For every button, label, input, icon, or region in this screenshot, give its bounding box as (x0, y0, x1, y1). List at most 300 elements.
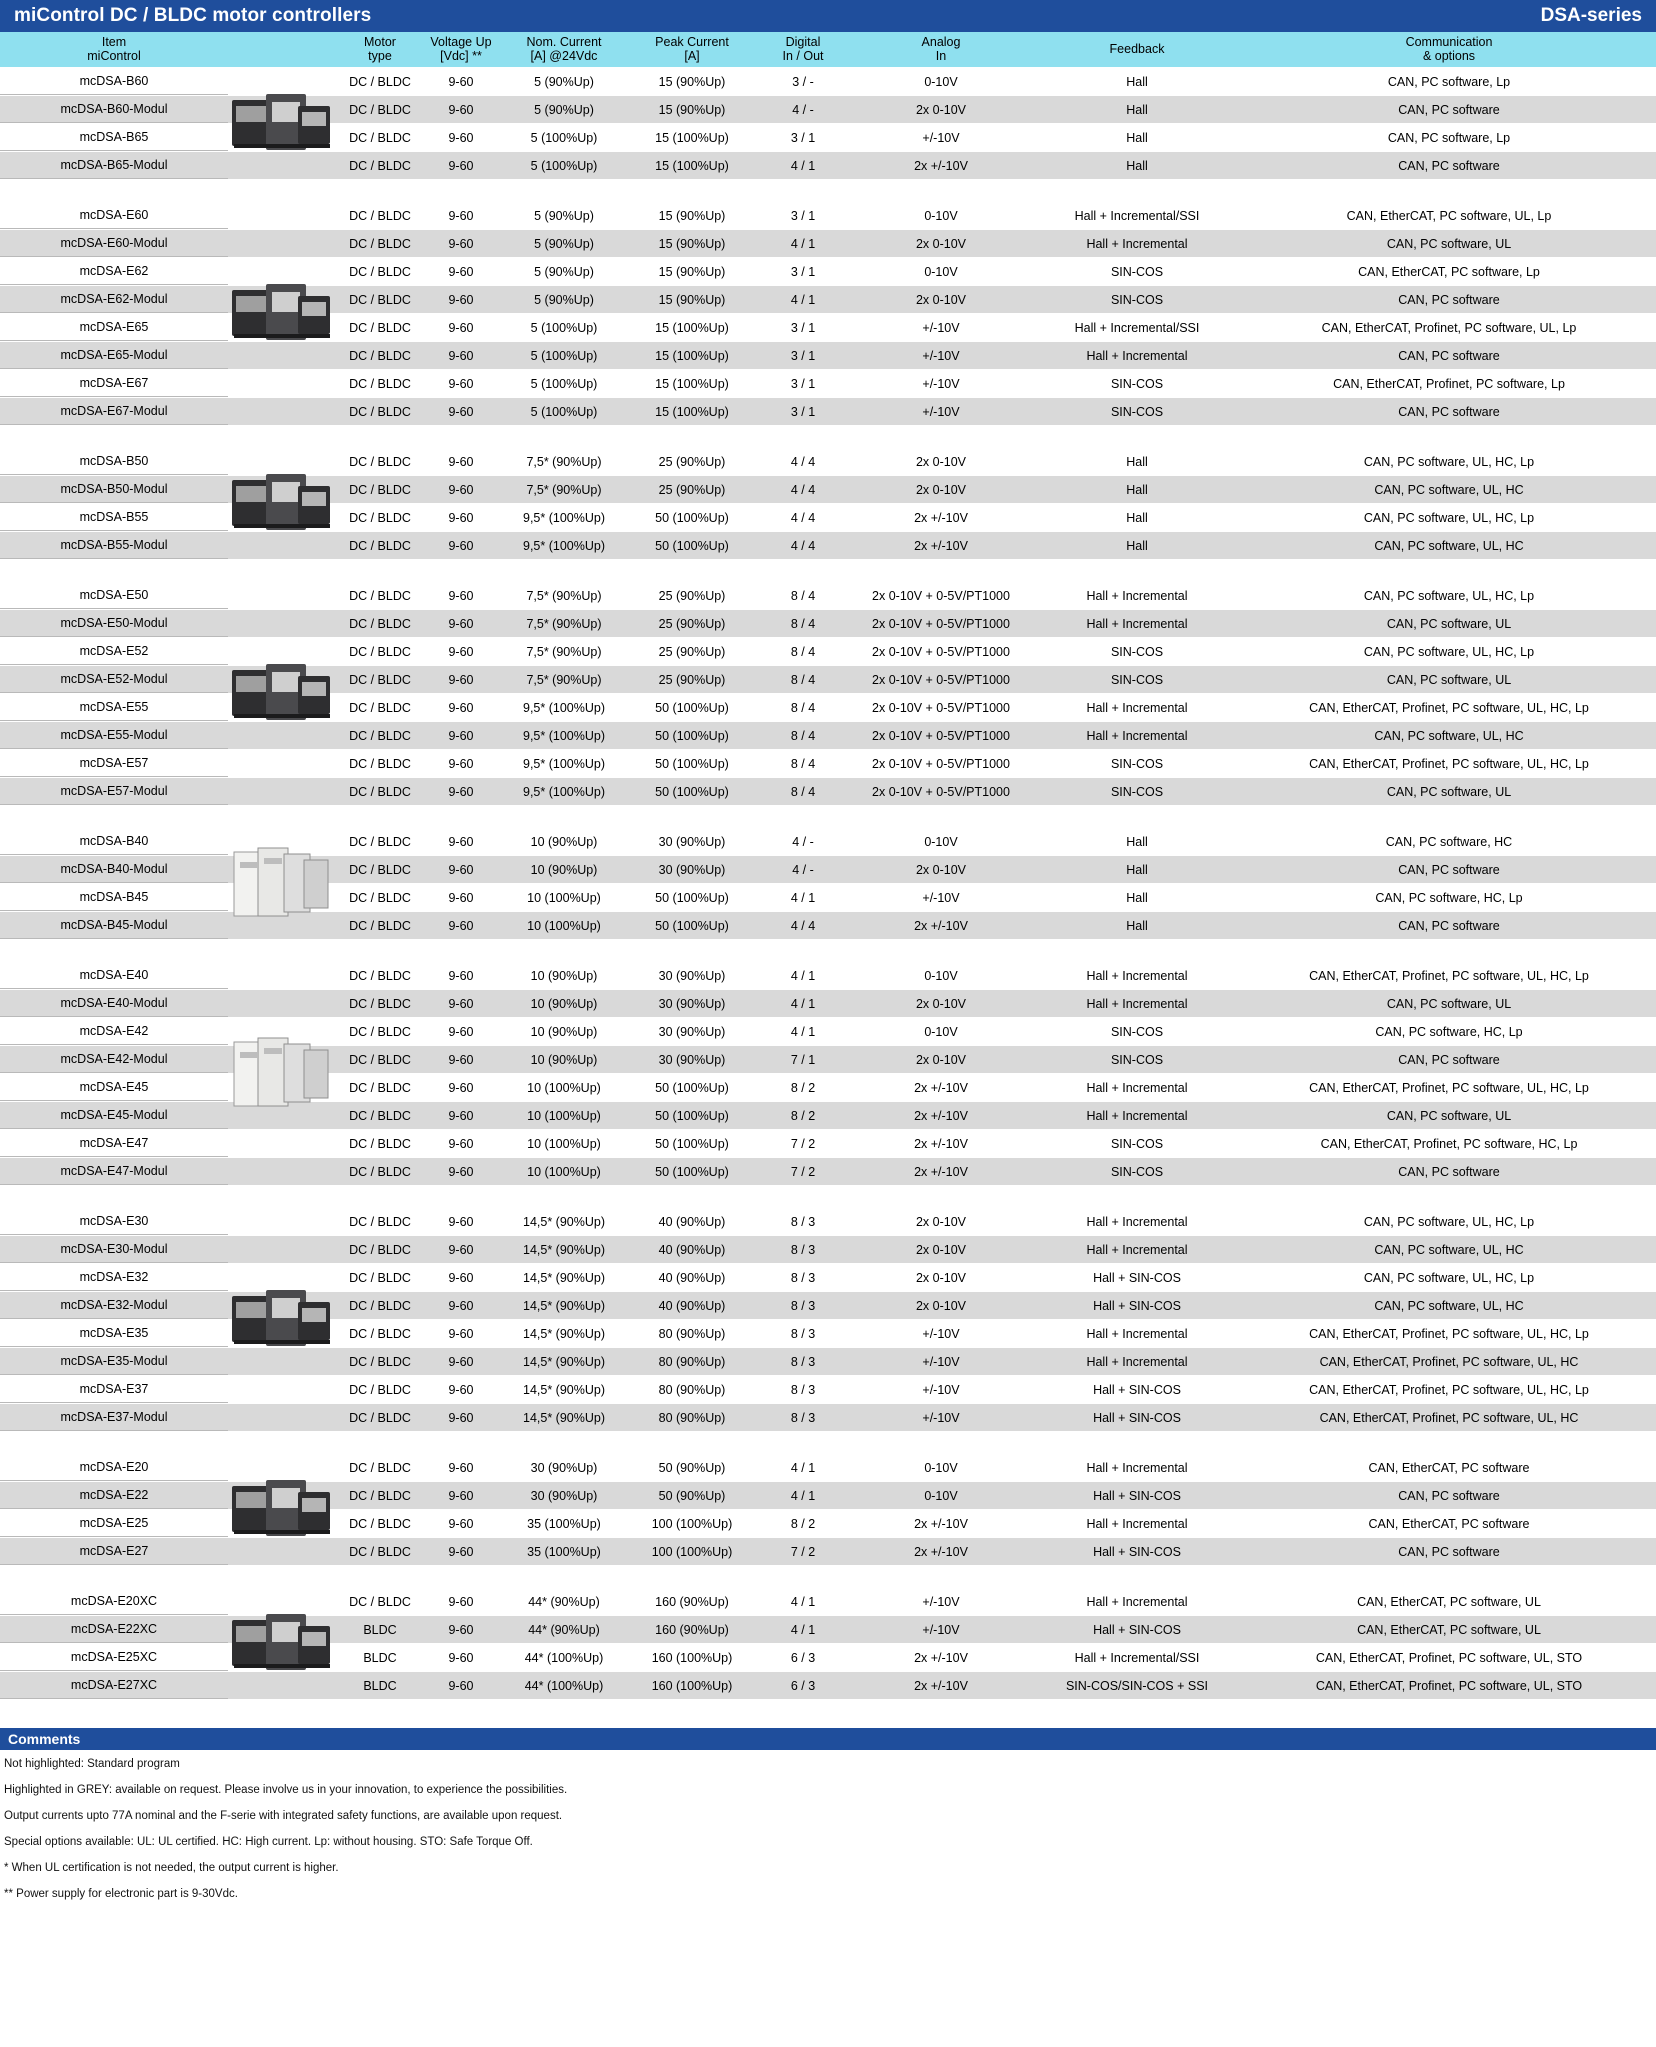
cell-communication: CAN, EtherCAT, Profinet, PC software, UL, HC, Lp (1309, 1326, 1589, 1341)
cell-item: mcDSA-E47 (0, 1130, 228, 1157)
cell-feedback: Hall + SIN-COS (1093, 1622, 1181, 1637)
cell-voltage: 9-60 (448, 1136, 474, 1151)
page-title: miControl DC / BLDC motor controllers (14, 5, 372, 26)
cell-analog-in: 2x +/-10V (914, 1650, 968, 1665)
cell-peak-current: 80 (90%Up) (658, 1354, 726, 1369)
cell-feedback: Hall + Incremental (1086, 1326, 1188, 1341)
cell-communication: CAN, PC software (1398, 292, 1500, 307)
table-row[interactable] (0, 1158, 1656, 1186)
cell-product-image (228, 610, 338, 637)
cell-nominal-current: 5 (90%Up) (534, 264, 594, 279)
cell-motor-type: DC / BLDC (349, 756, 411, 771)
cell-feedback: Hall (1126, 834, 1148, 849)
cell-analog-in: 2x 0-10V (915, 454, 967, 469)
cell-peak-current: 30 (90%Up) (658, 862, 726, 877)
cell-feedback: SIN-COS (1110, 1052, 1164, 1067)
cell-item: mcDSA-E37-Modul (0, 1404, 228, 1431)
cell-motor-type: DC / BLDC (349, 968, 411, 983)
cell-peak-current: 80 (90%Up) (658, 1410, 726, 1425)
group-spacer (0, 1700, 1656, 1722)
cell-peak-current: 15 (100%Up) (655, 376, 729, 391)
cell-nominal-current: 10 (100%Up) (527, 1108, 601, 1123)
cell-feedback: Hall (1126, 890, 1148, 905)
cell-analog-in: 0-10V (924, 968, 958, 983)
group-spacer (0, 1186, 1656, 1208)
cell-product-image (228, 1376, 338, 1403)
cell-nominal-current: 30 (90%Up) (530, 1460, 598, 1475)
column-header-peak-current (628, 32, 756, 67)
table-row[interactable] (0, 152, 1656, 180)
cell-feedback: SIN-COS/SIN-COS + SSI (1065, 1678, 1209, 1693)
table-row[interactable] (0, 1454, 1656, 1482)
column-header-nom-line2: [A] @24Vdc (530, 49, 598, 63)
table-row[interactable] (0, 778, 1656, 806)
cell-feedback: Hall + Incremental (1086, 1108, 1188, 1123)
cell-nominal-current: 14,5* (90%Up) (523, 1242, 605, 1257)
cell-item: mcDSA-E50-Modul (0, 610, 228, 637)
cell-communication: CAN, PC software (1398, 404, 1500, 419)
product-group (0, 1208, 1656, 1432)
cell-feedback: Hall (1126, 482, 1148, 497)
cell-product-image (228, 230, 338, 257)
cell-product-image (228, 1538, 338, 1565)
cell-digital-io: 3 / 1 (790, 376, 816, 391)
cell-peak-current: 15 (100%Up) (655, 348, 729, 363)
cell-communication: CAN, PC software, UL (1386, 236, 1512, 251)
cell-item: mcDSA-E52 (0, 638, 228, 665)
column-header-voltage-line1: Voltage Up (430, 35, 492, 49)
cell-motor-type: DC / BLDC (349, 890, 411, 905)
table-row[interactable] (0, 202, 1656, 230)
cell-voltage: 9-60 (448, 404, 474, 419)
table-row[interactable] (0, 1376, 1656, 1404)
cell-feedback: SIN-COS (1110, 644, 1164, 659)
table-row[interactable] (0, 1588, 1656, 1616)
cell-item: mcDSA-E57-Modul (0, 778, 228, 805)
cell-digital-io: 4 / - (792, 862, 814, 877)
cell-product-image (228, 778, 338, 805)
cell-peak-current: 50 (100%Up) (655, 1136, 729, 1151)
cell-item: mcDSA-B60 (0, 68, 228, 95)
cell-peak-current: 25 (90%Up) (658, 672, 726, 687)
table-row[interactable] (0, 828, 1656, 856)
cell-peak-current: 15 (90%Up) (658, 292, 726, 307)
cell-voltage: 9-60 (448, 834, 474, 849)
cell-peak-current: 25 (90%Up) (658, 454, 726, 469)
table-row[interactable] (0, 1644, 1656, 1672)
cell-motor-type: DC / BLDC (349, 264, 411, 279)
cell-voltage: 9-60 (448, 1164, 474, 1179)
cell-feedback: SIN-COS (1110, 756, 1164, 771)
cell-analog-in: 0-10V (924, 208, 958, 223)
table-row[interactable] (0, 286, 1656, 314)
table-row[interactable] (0, 1348, 1656, 1376)
cell-voltage: 9-60 (448, 236, 474, 251)
cell-motor-type: DC / BLDC (349, 862, 411, 877)
cell-nominal-current: 9,5* (100%Up) (523, 728, 605, 743)
cell-motor-type: DC / BLDC (349, 1298, 411, 1313)
cell-motor-type: DC / BLDC (349, 1594, 411, 1609)
table-row[interactable] (0, 124, 1656, 152)
table-row[interactable] (0, 1236, 1656, 1264)
cell-digital-io: 6 / 3 (790, 1650, 816, 1665)
cell-communication: CAN, EtherCAT, Profinet, PC software, UL, STO (1315, 1678, 1583, 1693)
table-row[interactable] (0, 1320, 1656, 1348)
cell-peak-current: 15 (90%Up) (658, 74, 726, 89)
cell-peak-current: 25 (90%Up) (658, 588, 726, 603)
table-row[interactable] (0, 1264, 1656, 1292)
column-header-nom-line1: Nom. Current (526, 35, 602, 49)
table-row[interactable] (0, 1482, 1656, 1510)
cell-communication: CAN, EtherCAT, Profinet, PC software, Lp (1333, 376, 1565, 391)
cell-peak-current: 50 (100%Up) (655, 918, 729, 933)
table-row[interactable] (0, 1208, 1656, 1236)
cell-feedback: Hall + Incremental (1086, 1080, 1188, 1095)
cell-item: mcDSA-E60-Modul (0, 230, 228, 257)
cell-nominal-current: 10 (100%Up) (527, 890, 601, 905)
table-row[interactable] (0, 1672, 1656, 1700)
cell-digital-io: 8 / 3 (790, 1242, 816, 1257)
cell-nominal-current: 44* (100%Up) (524, 1650, 604, 1665)
cell-feedback: Hall (1126, 510, 1148, 525)
table-row[interactable] (0, 342, 1656, 370)
table-row[interactable] (0, 750, 1656, 778)
cell-analog-in: 2x 0-10V (915, 996, 967, 1011)
cell-peak-current: 50 (100%Up) (655, 1164, 729, 1179)
cell-item: mcDSA-E32-Modul (0, 1292, 228, 1319)
table-row[interactable] (0, 398, 1656, 426)
cell-product-image (228, 1482, 338, 1509)
cell-motor-type: DC / BLDC (349, 1242, 411, 1257)
cell-communication: CAN, EtherCAT, PC software, UL, Lp (1346, 208, 1552, 223)
cell-product-image (228, 202, 338, 229)
product-table (0, 68, 1656, 1722)
cell-analog-in: 2x 0-10V + 0-5V/PT1000 (872, 588, 1010, 603)
cell-communication: CAN, PC software (1398, 862, 1500, 877)
cell-motor-type: DC / BLDC (349, 1214, 411, 1229)
cell-peak-current: 15 (90%Up) (658, 236, 726, 251)
cell-item: mcDSA-E27XC (0, 1672, 228, 1699)
cell-communication: CAN, PC software, UL, HC (1374, 482, 1524, 497)
cell-nominal-current: 14,5* (90%Up) (523, 1382, 605, 1397)
cell-motor-type: DC / BLDC (349, 1108, 411, 1123)
column-header-nominal-current (500, 32, 628, 67)
cell-digital-io: 8 / 3 (790, 1326, 816, 1341)
table-row[interactable] (0, 912, 1656, 940)
cell-communication: CAN, EtherCAT, Profinet, PC software, UL, STO (1315, 1650, 1583, 1665)
cell-peak-current: 25 (90%Up) (658, 616, 726, 631)
cell-digital-io: 8 / 4 (790, 644, 816, 659)
table-row[interactable] (0, 96, 1656, 124)
product-group (0, 68, 1656, 180)
cell-feedback: SIN-COS (1110, 1164, 1164, 1179)
table-row[interactable] (0, 370, 1656, 398)
table-row[interactable] (0, 68, 1656, 96)
cell-voltage: 9-60 (448, 292, 474, 307)
cell-product-image (228, 884, 338, 911)
cell-voltage: 9-60 (448, 1678, 474, 1693)
cell-analog-in: 2x 0-10V (915, 1214, 967, 1229)
cell-product-image (228, 286, 338, 313)
table-row[interactable] (0, 1510, 1656, 1538)
cell-voltage: 9-60 (448, 756, 474, 771)
comments-body (0, 1750, 1656, 1924)
table-row[interactable] (0, 610, 1656, 638)
cell-digital-io: 8 / 3 (790, 1354, 816, 1369)
column-header-analog-line2: In (935, 49, 947, 63)
cell-feedback: Hall + Incremental (1086, 588, 1188, 603)
cell-item: mcDSA-B50 (0, 448, 228, 475)
column-header-voltage (422, 32, 500, 67)
table-row[interactable] (0, 314, 1656, 342)
cell-digital-io: 8 / 2 (790, 1080, 816, 1095)
cell-peak-current: 160 (90%Up) (655, 1622, 729, 1637)
cell-product-image (228, 638, 338, 665)
cell-nominal-current: 9,5* (100%Up) (523, 700, 605, 715)
cell-item: mcDSA-E60 (0, 202, 228, 229)
cell-communication: CAN, PC software, UL (1386, 784, 1512, 799)
cell-communication: CAN, EtherCAT, Profinet, PC software, UL, HC, Lp (1309, 756, 1589, 771)
table-row[interactable] (0, 884, 1656, 912)
cell-voltage: 9-60 (448, 996, 474, 1011)
cell-digital-io: 8 / 4 (790, 616, 816, 631)
cell-item: mcDSA-E50 (0, 582, 228, 609)
cell-voltage: 9-60 (448, 130, 474, 145)
cell-feedback: SIN-COS (1110, 672, 1164, 687)
cell-product-image (228, 912, 338, 939)
cell-motor-type: BLDC (363, 1678, 397, 1693)
table-row[interactable] (0, 1018, 1656, 1046)
cell-communication: CAN, PC software, UL, HC, Lp (1363, 588, 1535, 603)
table-row[interactable] (0, 230, 1656, 258)
cell-product-image (228, 1018, 338, 1045)
cell-motor-type: DC / BLDC (349, 376, 411, 391)
group-spacer (0, 560, 1656, 582)
cell-peak-current: 100 (100%Up) (651, 1544, 733, 1559)
cell-digital-io: 3 / 1 (790, 348, 816, 363)
cell-product-image (228, 1616, 338, 1643)
column-header-peak-line2: [A] (684, 49, 700, 63)
cell-motor-type: BLDC (363, 1622, 397, 1637)
table-row[interactable] (0, 476, 1656, 504)
cell-analog-in: 2x 0-10V + 0-5V/PT1000 (872, 644, 1010, 659)
cell-feedback: Hall + Incremental (1086, 1242, 1188, 1257)
cell-analog-in: 2x +/-10V (914, 1108, 968, 1123)
table-row[interactable] (0, 990, 1656, 1018)
cell-feedback: Hall + Incremental/SSI (1074, 320, 1200, 335)
cell-feedback: Hall (1126, 130, 1148, 145)
cell-peak-current: 100 (100%Up) (651, 1516, 733, 1531)
cell-digital-io: 8 / 3 (790, 1270, 816, 1285)
cell-communication: CAN, PC software, HC, Lp (1375, 1024, 1523, 1039)
table-row[interactable] (0, 1616, 1656, 1644)
column-header-comm-line1: Communication (1405, 35, 1493, 49)
table-row[interactable] (0, 1538, 1656, 1566)
column-header-motor-line2: type (368, 49, 392, 63)
cell-digital-io: 4 / 4 (790, 918, 816, 933)
cell-item: mcDSA-E57 (0, 750, 228, 777)
cell-feedback: SIN-COS (1110, 264, 1164, 279)
cell-product-image (228, 68, 338, 95)
cell-peak-current: 50 (100%Up) (655, 1108, 729, 1123)
cell-digital-io: 4 / - (792, 834, 814, 849)
cell-nominal-current: 7,5* (90%Up) (526, 672, 602, 687)
comment-line: Special options available: UL: UL certified. HC: High current. Lp: without housing. STO: Safe Torque Off. (4, 1836, 533, 1848)
cell-item: mcDSA-E67 (0, 370, 228, 397)
cell-voltage: 9-60 (448, 1516, 474, 1531)
cell-analog-in: 2x 0-10V (915, 1052, 967, 1067)
table-row[interactable] (0, 1404, 1656, 1432)
cell-voltage: 9-60 (448, 538, 474, 553)
cell-product-image (228, 314, 338, 341)
cell-analog-in: 2x 0-10V (915, 292, 967, 307)
table-row[interactable] (0, 1292, 1656, 1320)
cell-communication: CAN, PC software, UL, HC, Lp (1363, 644, 1535, 659)
cell-voltage: 9-60 (448, 728, 474, 743)
cell-item: mcDSA-B40-Modul (0, 856, 228, 883)
cell-voltage: 9-60 (448, 1242, 474, 1257)
cell-digital-io: 8 / 4 (790, 672, 816, 687)
cell-analog-in: +/-10V (922, 320, 960, 335)
group-spacer (0, 426, 1656, 448)
table-row[interactable] (0, 638, 1656, 666)
cell-item: mcDSA-B55-Modul (0, 532, 228, 559)
cell-nominal-current: 30 (90%Up) (530, 1488, 598, 1503)
cell-item: mcDSA-E22XC (0, 1616, 228, 1643)
cell-digital-io: 4 / 1 (790, 996, 816, 1011)
cell-communication: CAN, EtherCAT, PC software, Lp (1358, 264, 1540, 279)
cell-analog-in: +/-10V (922, 1622, 960, 1637)
table-row[interactable] (0, 1046, 1656, 1074)
cell-motor-type: DC / BLDC (349, 1164, 411, 1179)
cell-item: mcDSA-E45-Modul (0, 1102, 228, 1129)
table-row[interactable] (0, 504, 1656, 532)
cell-analog-in: 0-10V (924, 1460, 958, 1475)
column-header-item-line1: Item (101, 35, 127, 49)
cell-product-image (228, 1320, 338, 1347)
cell-voltage: 9-60 (448, 1326, 474, 1341)
cell-item: mcDSA-E62 (0, 258, 228, 285)
cell-communication: CAN, EtherCAT, Profinet, PC software, UL, HC, Lp (1309, 1382, 1589, 1397)
table-row[interactable] (0, 1130, 1656, 1158)
cell-nominal-current: 5 (100%Up) (530, 320, 598, 335)
table-row[interactable] (0, 582, 1656, 610)
cell-communication: CAN, EtherCAT, PC software, UL (1357, 1622, 1541, 1637)
cell-motor-type: DC / BLDC (349, 1488, 411, 1503)
cell-communication: CAN, EtherCAT, Profinet, PC software, UL, HC, Lp (1309, 700, 1589, 715)
cell-feedback: SIN-COS (1110, 404, 1164, 419)
cell-product-image (228, 1672, 338, 1699)
cell-voltage: 9-60 (448, 74, 474, 89)
cell-peak-current: 15 (90%Up) (658, 264, 726, 279)
cell-analog-in: 2x +/-10V (914, 1544, 968, 1559)
cell-voltage: 9-60 (448, 1622, 474, 1637)
table-row[interactable] (0, 1074, 1656, 1102)
cell-peak-current: 160 (90%Up) (655, 1594, 729, 1609)
cell-communication: CAN, PC software, UL, HC, Lp (1363, 454, 1535, 469)
cell-item: mcDSA-B65-Modul (0, 152, 228, 179)
cell-motor-type: DC / BLDC (349, 1270, 411, 1285)
cell-analog-in: 2x +/-10V (914, 158, 968, 173)
cell-communication: CAN, EtherCAT, PC software (1368, 1460, 1530, 1475)
table-row[interactable] (0, 258, 1656, 286)
cell-voltage: 9-60 (448, 968, 474, 983)
cell-motor-type: DC / BLDC (349, 482, 411, 497)
cell-nominal-current: 7,5* (90%Up) (526, 616, 602, 631)
table-row[interactable] (0, 722, 1656, 750)
cell-peak-current: 50 (90%Up) (658, 1460, 726, 1475)
cell-motor-type: DC / BLDC (349, 348, 411, 363)
cell-item: mcDSA-E40 (0, 962, 228, 989)
cell-item: mcDSA-E35 (0, 1320, 228, 1347)
cell-product-image (228, 1130, 338, 1157)
cell-feedback: Hall (1126, 454, 1148, 469)
comment-line: Highlighted in GREY: available on request. Please involve us in your innovation, to experience the possibilities. (4, 1784, 568, 1796)
cell-motor-type: DC / BLDC (349, 1080, 411, 1095)
cell-voltage: 9-60 (448, 1410, 474, 1425)
product-group (0, 448, 1656, 560)
table-row[interactable] (0, 694, 1656, 722)
cell-feedback: Hall + Incremental (1086, 1460, 1188, 1475)
cell-voltage: 9-60 (448, 784, 474, 799)
cell-peak-current: 160 (100%Up) (651, 1678, 733, 1693)
cell-nominal-current: 35 (100%Up) (527, 1544, 601, 1559)
cell-item: mcDSA-B40 (0, 828, 228, 855)
table-row[interactable] (0, 1102, 1656, 1130)
cell-motor-type: DC / BLDC (349, 1024, 411, 1039)
cell-feedback: Hall + Incremental (1086, 1214, 1188, 1229)
cell-motor-type: DC / BLDC (349, 784, 411, 799)
cell-product-image (228, 666, 338, 693)
cell-motor-type: DC / BLDC (349, 404, 411, 419)
cell-motor-type: DC / BLDC (349, 1136, 411, 1151)
cell-analog-in: 0-10V (924, 264, 958, 279)
cell-peak-current: 50 (100%Up) (655, 1080, 729, 1095)
cell-peak-current: 50 (90%Up) (658, 1488, 726, 1503)
cell-voltage: 9-60 (448, 208, 474, 223)
comment-line: * When UL certification is not needed, the output current is higher. (4, 1862, 339, 1874)
cell-nominal-current: 10 (100%Up) (527, 918, 601, 933)
cell-product-image (228, 342, 338, 369)
cell-nominal-current: 5 (90%Up) (534, 236, 594, 251)
cell-product-image (228, 96, 338, 123)
cell-item: mcDSA-B45-Modul (0, 912, 228, 939)
cell-digital-io: 4 / 1 (790, 1460, 816, 1475)
table-row[interactable] (0, 962, 1656, 990)
cell-item: mcDSA-E62-Modul (0, 286, 228, 313)
cell-communication: CAN, PC software, UL, HC, Lp (1363, 1214, 1535, 1229)
cell-digital-io: 8 / 2 (790, 1108, 816, 1123)
cell-digital-io: 4 / 1 (790, 292, 816, 307)
cell-digital-io: 4 / 1 (790, 968, 816, 983)
cell-feedback: Hall (1126, 158, 1148, 173)
cell-feedback: Hall + Incremental (1086, 1516, 1188, 1531)
cell-motor-type: DC / BLDC (349, 1410, 411, 1425)
cell-digital-io: 7 / 1 (790, 1052, 816, 1067)
cell-item: mcDSA-E27 (0, 1538, 228, 1565)
cell-nominal-current: 44* (90%Up) (528, 1594, 600, 1609)
cell-motor-type: DC / BLDC (349, 454, 411, 469)
table-row[interactable] (0, 532, 1656, 560)
table-row[interactable] (0, 856, 1656, 884)
cell-analog-in: 2x 0-10V + 0-5V/PT1000 (872, 616, 1010, 631)
cell-motor-type: DC / BLDC (349, 728, 411, 743)
cell-analog-in: 2x +/-10V (914, 538, 968, 553)
cell-product-image (228, 828, 338, 855)
table-row[interactable] (0, 666, 1656, 694)
table-row[interactable] (0, 448, 1656, 476)
cell-nominal-current: 9,5* (100%Up) (523, 538, 605, 553)
